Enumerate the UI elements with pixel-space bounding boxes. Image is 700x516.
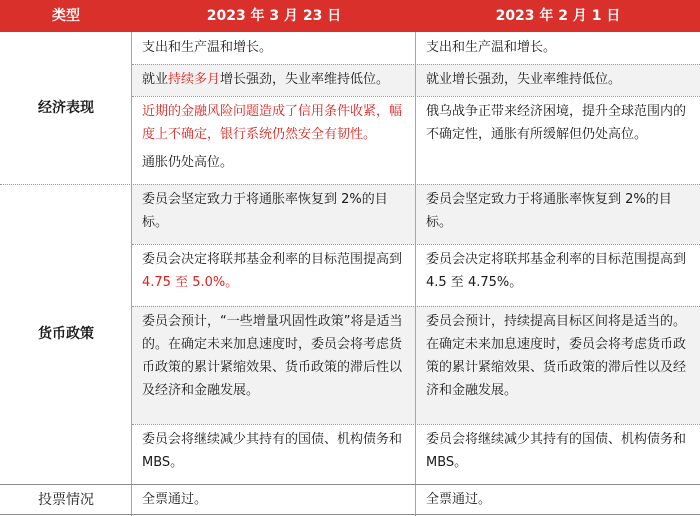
divider-row [132,424,700,425]
mar-rate-highlight: 4.75 至 5.0%。 [142,275,239,290]
feb-economy-war: 俄乌战争正带来经济困境，提升全球范围内的不确定性，通胀有所缓解但仍处高位。 [426,104,687,142]
divider-row [132,96,700,97]
feb-policy-outlook: 委员会预计，持续提高目标区间将是适当的。在确定未来加息速度时，委员会将考虑货币政策的累计紧缩效果、货币政策的滞后性以及经济和金融发展。 [416,306,700,424]
feb-policy-rate-range: 委员会决定将联邦基金利率的目标范围提高到 4.5 至 4.75%。 [426,252,687,290]
feb-economy-spending: 支出和生产温和增长。 [426,40,557,55]
mar-employment-text-pre: 就业 [142,72,169,87]
feb-policy-balance-sheet: 委员会将继续减少其持有的国债、机构债务和 MBS。 [426,432,687,470]
divider-section [0,184,700,185]
divider-row [132,244,700,245]
divider-col-1 [131,32,132,516]
feb-vote: 全票通过。 [426,492,492,507]
divider-row [132,306,700,307]
mar-economy-financial-risk [132,96,416,184]
mar-financial-risk-text: 近期的金融风险问题造成了信用条件收紧，幅度上不确定，银行系统仍然安全有韧性。 [142,104,403,142]
divider-col-2 [415,32,416,516]
divider-section [0,484,700,485]
mar-policy-inflation-target: 委员会坚定致力于将通胀率恢复到 2%的目标。 [132,184,416,244]
mar-policy-balance-sheet: 委员会将继续减少其持有的国债、机构债务和 MBS。 [142,432,403,470]
mar-employment-text-post: 增长强劲，失业率维持低位。 [220,72,390,87]
mar-rate-text: 委员会决定将联邦基金利率的目标范围提高到 [142,252,403,267]
mar-vote: 全票通过。 [142,492,208,507]
feb-policy-inflation-target: 委员会坚定致力于将通胀率恢复到 2%的目标。 [416,184,700,244]
header-type: 类型 [0,0,132,32]
feb-economy-employment: 就业增长强劲，失业率维持低位。 [416,64,700,96]
mar-inflation-text: 通胀仍处高位。 [142,155,234,170]
mar-employment-highlight: 持续多月 [168,72,221,87]
header-feb-1: 2023 年 2 月 1 日 [416,0,700,32]
table-bottom-border [0,514,700,515]
header-mar-23: 2023 年 3 月 23 日 [132,0,416,32]
mar-policy-rate-range [132,244,416,306]
divider-row [132,64,700,65]
mar-economy-spending: 支出和生产温和增长。 [142,40,273,55]
category-economy: 经济表现 [38,99,94,116]
category-monetary-policy: 货币政策 [38,325,94,342]
mar-policy-outlook: 委员会预计，“一些增量巩固性政策”将是适当的。在确定未来加息速度时，委员会将考虑货币政策的累计紧缩效果、货币政策的滞后性以及经济和金融发展。 [132,306,416,424]
category-vote: 投票情况 [38,491,94,508]
mar-economy-employment [132,64,416,96]
